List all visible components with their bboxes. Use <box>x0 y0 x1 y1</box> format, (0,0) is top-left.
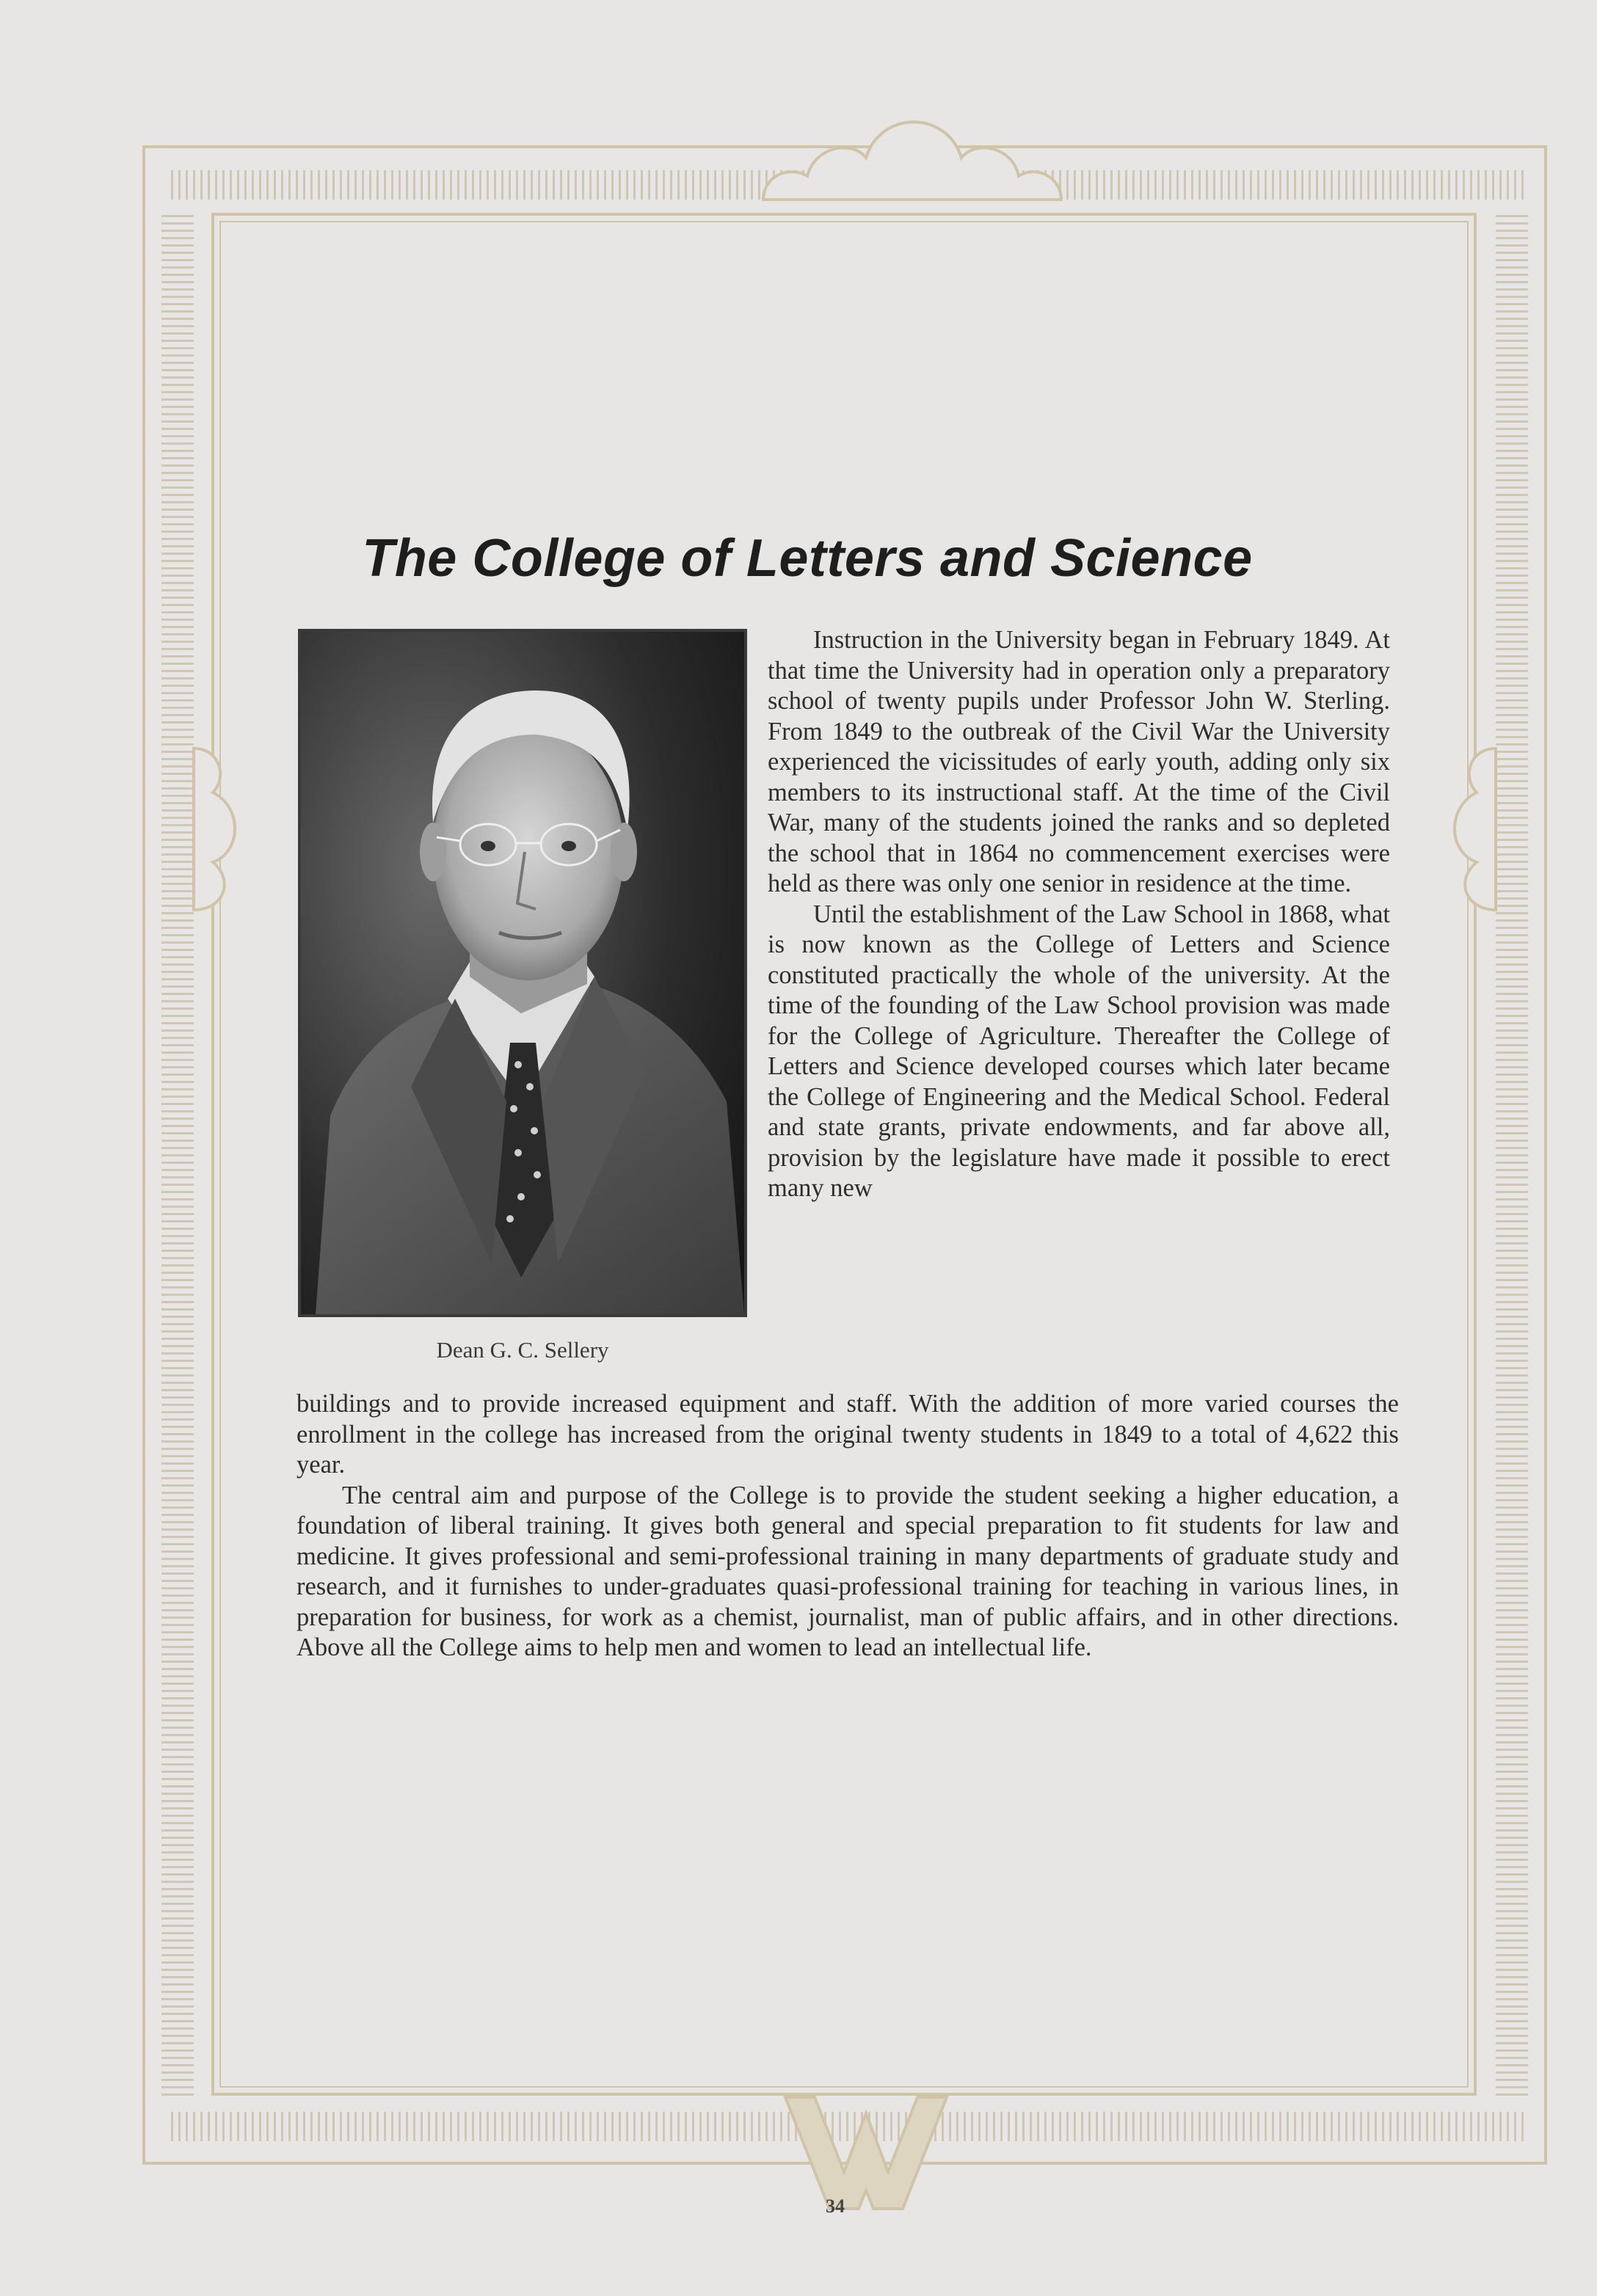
text-column <box>768 625 1390 1204</box>
dean-portrait-photo <box>298 629 747 1317</box>
paragraph-2-continued: buildings and to provide increased equipment and staff. With the addition of more varied courses the enrollment in the college has increased from the original twenty students in 1849 to a total of 4,622 this year. <box>297 1390 1399 1479</box>
paragraph-3: The central aim and purpose of the College is to provide the student seeking a higher education, a foundation of liberal training. It gives both general and special preparation to fit students for law and medicine. It gives professional and semi-professional training in many departments of graduate study and research, and it furnishes to under-graduates quasi-professional training for teaching in various lines, in preparation for business, for work as a chemist, journalist, man of public affairs, and in other directions. Above all the College aims to help men and women to lead an intellectual life. <box>297 1481 1399 1661</box>
page-title: The College of Letters and Science <box>362 529 1253 588</box>
photo-caption: Dean G. C. Sellery <box>436 1337 609 1363</box>
paragraph-1: Instruction in the University began in February 1849. At that time the University had in operation only a preparatory school of twenty pupils under Professor John W. Sterling. From 1849 to the outbreak of the Civil War the University experienced the vicissitudes of early youth, adding only six members to its instructional staff. At the time of the Civil War, many of the students joined the ranks and so depleted the school that in 1864 no commencement exercises were held as there was only one senior in residence at the time. <box>768 626 1390 897</box>
text-full-width <box>297 1389 1399 1663</box>
page-number: 34 <box>826 2195 845 2217</box>
paragraph-2-start: Until the establishment of the Law School in 1868, what is now known as the College of Letters and Science constituted practically the whole of the university. At the time of the founding of the Law School provision was made for the College of Agriculture. Thereafter the College of Letters and Science developed courses which later became the College of Engineering and the Medical School. Federal and state grants, private endowments, and far above all, provision by the legislature have made it possible to erect many new <box>768 900 1390 1202</box>
